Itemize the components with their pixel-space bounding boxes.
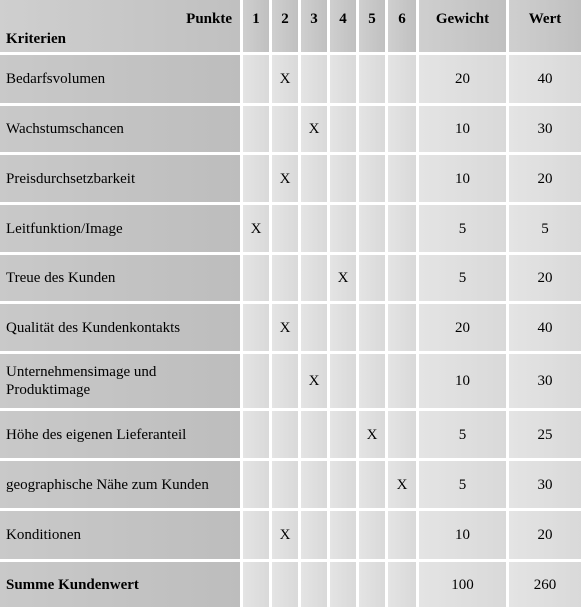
wert-value: 40 xyxy=(537,71,553,87)
point-cell-3 xyxy=(301,304,327,351)
point-cell-5 xyxy=(359,155,385,202)
point-cell-3 xyxy=(301,461,327,508)
summary-point-cell-4 xyxy=(330,562,356,607)
wert-cell xyxy=(509,255,581,301)
point-mark: X xyxy=(337,270,349,286)
summary-label-cell xyxy=(0,562,240,607)
header-gewicht xyxy=(419,0,506,52)
criterion-cell xyxy=(0,55,240,103)
point-cell-2 xyxy=(272,106,298,152)
wert-cell xyxy=(509,205,581,252)
point-cell-5 xyxy=(359,461,385,508)
summary-point-cell-2 xyxy=(272,562,298,607)
gewicht-cell xyxy=(419,205,506,252)
wert-value: 20 xyxy=(537,527,553,543)
gewicht-cell xyxy=(419,354,506,408)
gewicht-value: 20 xyxy=(455,319,470,336)
wert-cell xyxy=(509,354,581,408)
point-cell-1 xyxy=(243,106,269,152)
criterion-label: Qualität des Kundenkontakts xyxy=(6,319,181,336)
gewicht-cell xyxy=(419,461,506,508)
header-point-label: 2 xyxy=(281,11,289,27)
point-cell-4 xyxy=(330,354,356,408)
point-cell-5 xyxy=(359,354,385,408)
summary-gewicht-value: 100 xyxy=(451,576,474,593)
header-point-1 xyxy=(243,0,269,52)
header-criteria-cell xyxy=(0,0,240,52)
criterion-label: Bedarfsvolumen xyxy=(6,71,106,87)
criterion-cell xyxy=(0,354,240,408)
gewicht-cell xyxy=(419,511,506,559)
wert-value: 30 xyxy=(537,476,553,493)
wert-cell xyxy=(509,461,581,508)
point-cell-3 xyxy=(301,354,327,408)
point-mark: X xyxy=(308,121,320,137)
point-cell-6 xyxy=(388,205,416,252)
point-cell-1 xyxy=(243,255,269,301)
gewicht-cell xyxy=(419,255,506,301)
gewicht-value: 10 xyxy=(455,527,470,543)
point-cell-2 xyxy=(272,461,298,508)
point-cell-5 xyxy=(359,55,385,103)
point-cell-4 xyxy=(330,255,356,301)
point-cell-1 xyxy=(243,354,269,408)
wert-value: 25 xyxy=(537,426,553,443)
gewicht-value: 5 xyxy=(458,476,467,493)
criterion-label: Treue des Kunden xyxy=(6,270,116,286)
point-mark: X xyxy=(308,373,320,389)
point-cell-2 xyxy=(272,255,298,301)
point-cell-2 xyxy=(272,205,298,252)
point-cell-4 xyxy=(330,304,356,351)
point-cell-4 xyxy=(330,155,356,202)
point-cell-2 xyxy=(272,304,298,351)
header-gewicht-label: Gewicht xyxy=(435,11,490,27)
wert-value: 20 xyxy=(537,270,553,286)
wert-value: 40 xyxy=(537,319,553,336)
wert-cell xyxy=(509,155,581,202)
point-cell-5 xyxy=(359,255,385,301)
point-cell-3 xyxy=(301,511,327,559)
point-cell-1 xyxy=(243,55,269,103)
point-cell-1 xyxy=(243,304,269,351)
gewicht-cell xyxy=(419,106,506,152)
criterion-label: Wachstumschancen xyxy=(6,121,124,137)
criterion-cell xyxy=(0,155,240,202)
header-point-label: 5 xyxy=(368,11,376,27)
gewicht-value: 5 xyxy=(458,270,467,286)
criterion-cell xyxy=(0,304,240,351)
point-cell-6 xyxy=(388,354,416,408)
summary-point-cell-1 xyxy=(243,562,269,607)
header-point-6 xyxy=(388,0,416,52)
wert-value: 20 xyxy=(537,170,553,187)
point-cell-6 xyxy=(388,461,416,508)
wert-cell xyxy=(509,106,581,152)
criterion-label: Höhe des eigenen Lieferanteil xyxy=(6,426,187,443)
summary-gewicht-cell xyxy=(419,562,506,607)
point-cell-3 xyxy=(301,255,327,301)
point-mark: X xyxy=(279,71,291,87)
gewicht-cell xyxy=(419,155,506,202)
point-mark: X xyxy=(279,170,291,187)
point-cell-6 xyxy=(388,304,416,351)
point-cell-2 xyxy=(272,155,298,202)
criterion-cell xyxy=(0,461,240,508)
summary-wert-value: 260 xyxy=(533,576,557,593)
gewicht-value: 5 xyxy=(458,426,467,443)
gewicht-cell xyxy=(419,411,506,458)
point-cell-5 xyxy=(359,411,385,458)
point-cell-4 xyxy=(330,205,356,252)
summary-point-cell-6 xyxy=(388,562,416,607)
header-point-3 xyxy=(301,0,327,52)
criterion-label: Unternehmensimage und Produktimage xyxy=(6,364,157,398)
gewicht-cell xyxy=(419,55,506,103)
point-mark: X xyxy=(396,476,408,493)
wert-value: 30 xyxy=(537,121,553,137)
point-cell-6 xyxy=(388,55,416,103)
header-punkte-label: Punkte xyxy=(186,11,232,27)
gewicht-value: 20 xyxy=(455,71,470,87)
point-cell-2 xyxy=(272,511,298,559)
point-cell-2 xyxy=(272,354,298,408)
point-cell-5 xyxy=(359,205,385,252)
point-cell-3 xyxy=(301,155,327,202)
criterion-cell xyxy=(0,511,240,559)
gewicht-value: 10 xyxy=(455,121,470,137)
header-kriterien-label: Kriterien xyxy=(6,31,66,47)
header-point-5 xyxy=(359,0,385,52)
point-mark: X xyxy=(250,220,262,237)
point-cell-2 xyxy=(272,55,298,103)
criterion-cell xyxy=(0,106,240,152)
header-point-4 xyxy=(330,0,356,52)
point-cell-4 xyxy=(330,106,356,152)
summary-point-cell-3 xyxy=(301,562,327,607)
point-cell-3 xyxy=(301,106,327,152)
header-point-label: 4 xyxy=(339,11,347,27)
point-cell-4 xyxy=(330,411,356,458)
summary-point-cell-5 xyxy=(359,562,385,607)
criterion-label: Konditionen xyxy=(6,527,81,543)
wert-cell xyxy=(509,511,581,559)
wert-cell xyxy=(509,304,581,351)
summary-wert-cell xyxy=(509,562,581,607)
header-point-label: 1 xyxy=(252,11,260,27)
header-wert xyxy=(509,0,581,52)
point-cell-6 xyxy=(388,255,416,301)
point-cell-6 xyxy=(388,511,416,559)
criterion-cell xyxy=(0,205,240,252)
point-cell-3 xyxy=(301,55,327,103)
criterion-label: Leitfunktion/Image xyxy=(6,220,123,237)
header-wert-label: Wert xyxy=(528,11,562,27)
point-cell-1 xyxy=(243,205,269,252)
point-mark: X xyxy=(366,426,378,443)
point-cell-3 xyxy=(301,205,327,252)
gewicht-value: 10 xyxy=(455,373,470,389)
point-cell-5 xyxy=(359,304,385,351)
criterion-label: Preisdurchsetzbarkeit xyxy=(6,170,136,187)
wert-cell xyxy=(509,411,581,458)
gewicht-cell xyxy=(419,304,506,351)
point-cell-5 xyxy=(359,511,385,559)
point-cell-1 xyxy=(243,461,269,508)
point-cell-4 xyxy=(330,55,356,103)
header-point-label: 6 xyxy=(398,11,406,27)
point-cell-4 xyxy=(330,511,356,559)
point-cell-6 xyxy=(388,155,416,202)
point-cell-6 xyxy=(388,106,416,152)
point-cell-4 xyxy=(330,461,356,508)
point-mark: X xyxy=(279,319,291,336)
point-cell-6 xyxy=(388,411,416,458)
gewicht-value: 10 xyxy=(455,170,470,187)
wert-cell xyxy=(509,55,581,103)
gewicht-value: 5 xyxy=(458,220,467,237)
summary-label: Summe Kundenwert xyxy=(6,576,139,593)
wert-value: 30 xyxy=(537,373,553,389)
point-cell-3 xyxy=(301,411,327,458)
header-point-label: 3 xyxy=(310,11,318,27)
criterion-cell xyxy=(0,411,240,458)
point-cell-1 xyxy=(243,511,269,559)
criterion-cell xyxy=(0,255,240,301)
point-mark: X xyxy=(279,527,291,543)
point-cell-1 xyxy=(243,155,269,202)
point-cell-5 xyxy=(359,106,385,152)
point-cell-2 xyxy=(272,411,298,458)
point-cell-1 xyxy=(243,411,269,458)
wert-value: 5 xyxy=(541,220,549,237)
header-point-2 xyxy=(272,0,298,52)
criterion-label: geographische Nähe zum Kunden xyxy=(6,476,209,493)
